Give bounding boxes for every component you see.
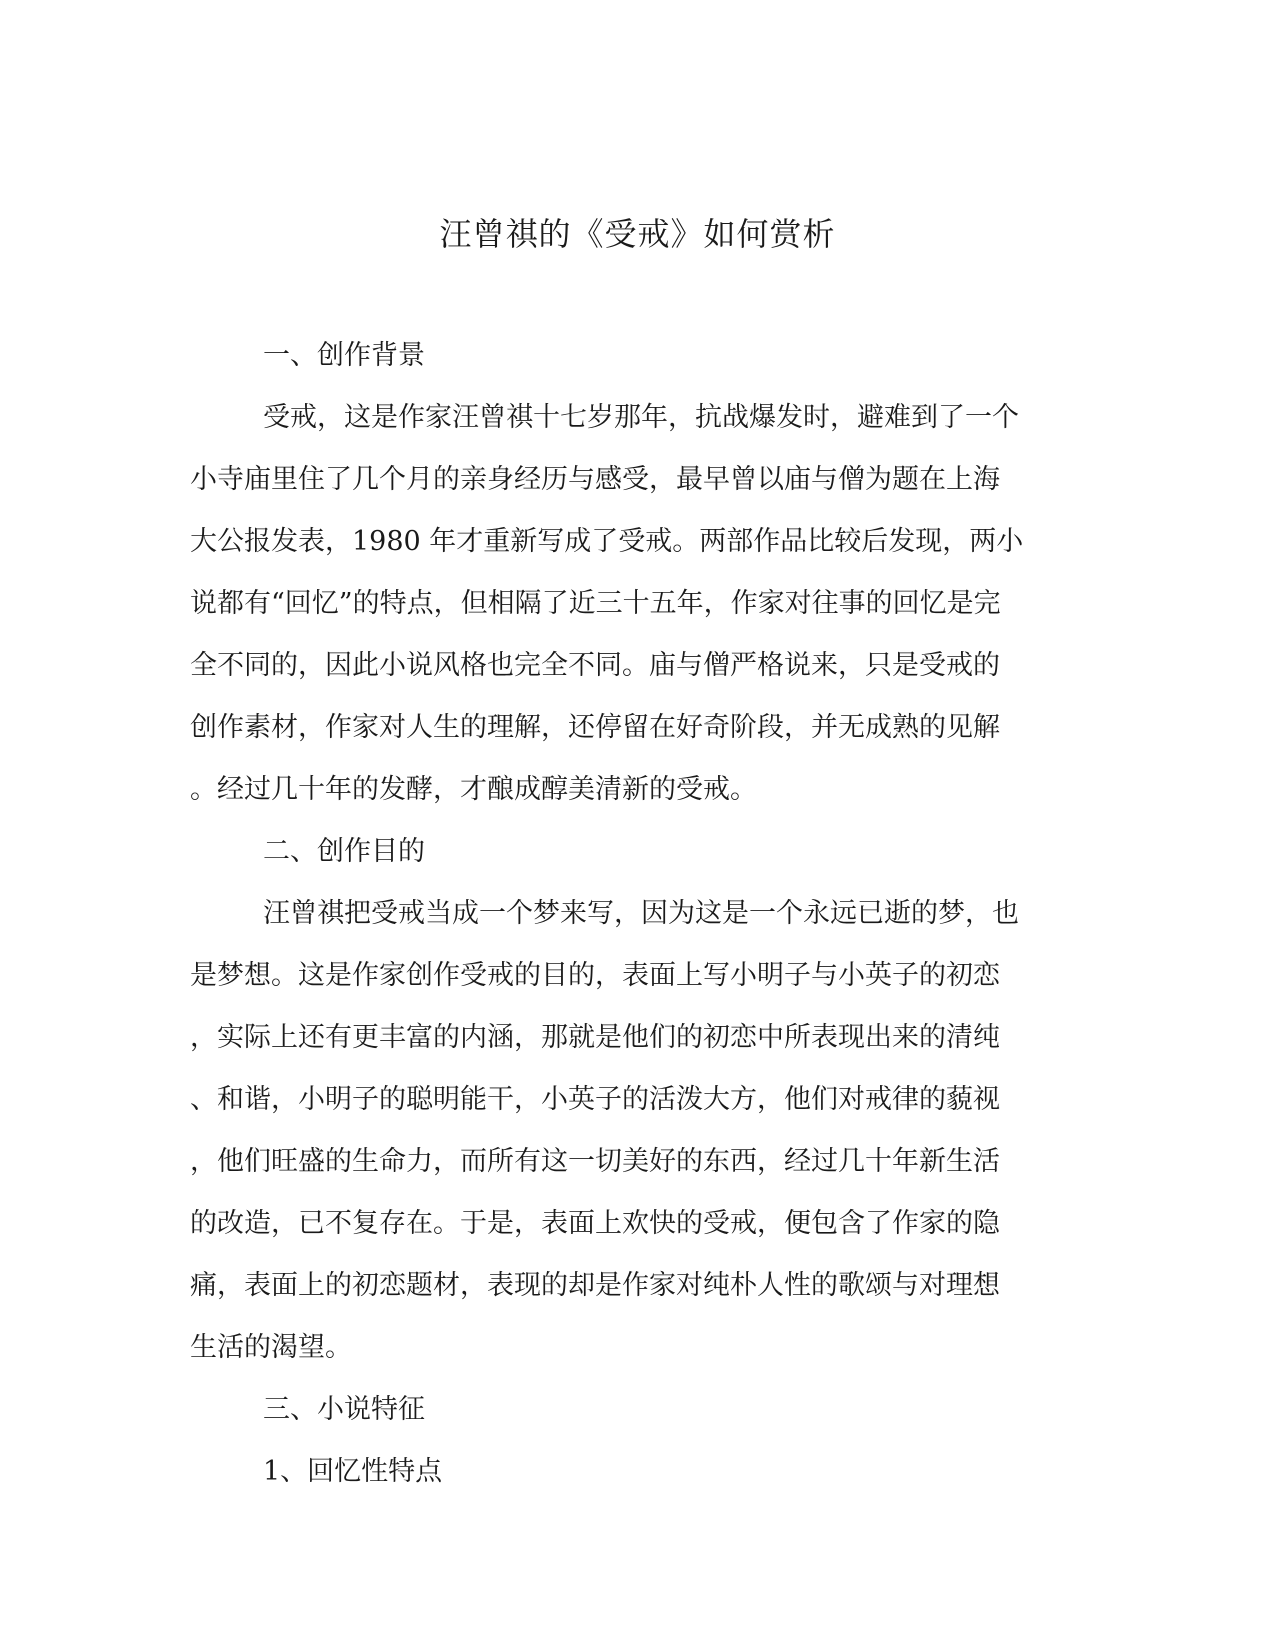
text-line: 说都有“回忆”的特点，但相隔了近三十五年，作家对往事的回忆是完 [190, 588, 1001, 619]
text-line: ，他们旺盛的生命力，而所有这一切美好的东西，经过几十年新生活 [190, 1146, 1000, 1177]
document-title: 汪曾祺的《受戒》如何赏析 [439, 215, 836, 253]
text-line: 生活的渴望。 [190, 1332, 352, 1363]
text-line: 汪曾祺把受戒当成一个梦来写，因为这是一个永远已逝的梦，也 [263, 898, 1019, 929]
text-line: 二、创作目的 [263, 836, 425, 867]
document-body [190, 325, 1070, 1503]
text-line: 一、创作背景 [263, 340, 425, 371]
text-line: 、和谐，小明子的聪明能干，小英子的活泼大方，他们对戒律的藐视 [190, 1084, 1000, 1115]
text-line: 创作素材，作家对人生的理解，还停留在好奇阶段，并无成熟的见解 [190, 712, 1000, 743]
text-line: 。经过几十年的发酵，才酿成醇美清新的受戒。 [190, 774, 757, 805]
text-line: ，实际上还有更丰富的内涵，那就是他们的初恋中所表现出来的清纯 [190, 1022, 1000, 1053]
text-line: 受戒，这是作家汪曾祺十七岁那年，抗战爆发时，避难到了一个 [263, 402, 1019, 433]
text-line: 是梦想。这是作家创作受戒的目的，表面上写小明子与小英子的初恋 [190, 960, 1000, 991]
text-line: 大公报发表，1980 年才重新写成了受戒。两部作品比较后发现，两小 [190, 526, 1024, 557]
text-line: 小寺庙里住了几个月的亲身经历与感受，最早曾以庙与僧为题在上海 [190, 464, 1000, 495]
text-line: 1、回忆性特点 [263, 1456, 443, 1487]
text-line: 痛，表面上的初恋题材，表现的却是作家对纯朴人性的歌颂与对理想 [190, 1270, 1000, 1301]
text-line: 三、小说特征 [263, 1394, 425, 1425]
text-line: 全不同的，因此小说风格也完全不同。庙与僧严格说来，只是受戒的 [190, 650, 1000, 681]
text-line: 的改造，已不复存在。于是，表面上欢快的受戒，便包含了作家的隐 [190, 1208, 1000, 1239]
